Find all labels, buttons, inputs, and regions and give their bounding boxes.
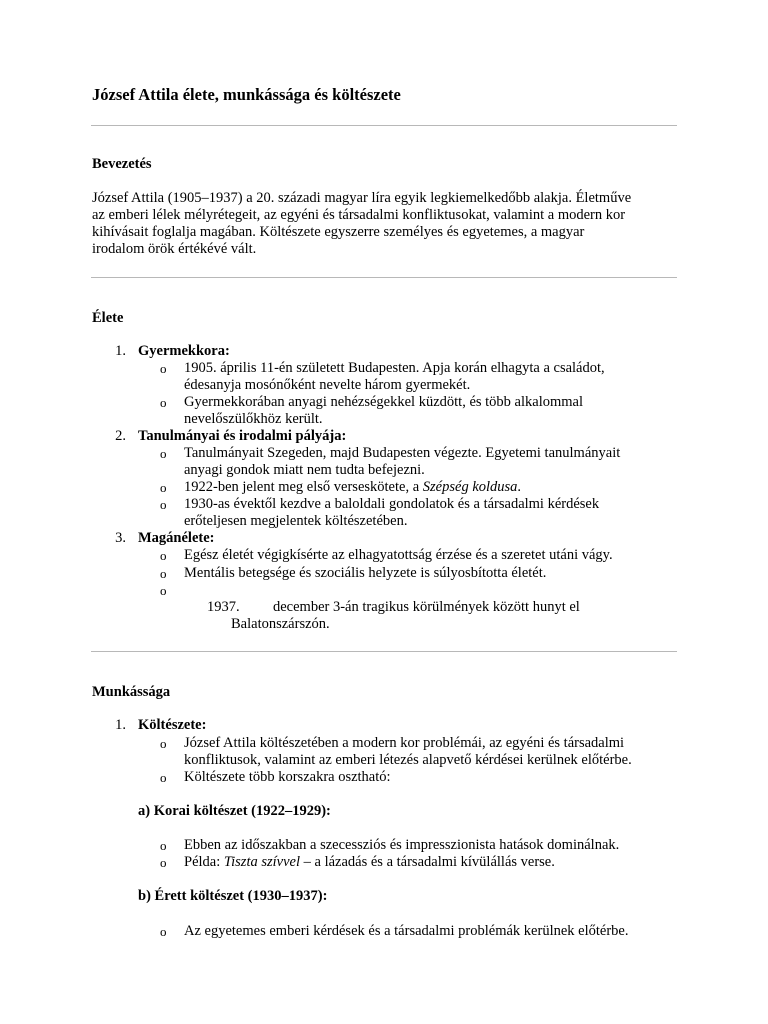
bullet-text [184, 360, 684, 394]
bullet-text-part: . [517, 479, 522, 495]
intro-line: József Attila (1905–1937) a 20. századi magyar líra egyik legkiemelkedőbb alakja. Életműve [92, 190, 632, 206]
bullet-text: Mentális betegsége és szociális helyzete is súlyosbította életét. [184, 565, 547, 581]
list-item-label: Gyermekkora: [138, 343, 230, 359]
nested-text: Balatonszárszón. [231, 616, 330, 632]
bullet-marker: o [160, 480, 167, 495]
divider [91, 651, 677, 652]
bullet-text [184, 854, 684, 871]
bullet-marker: o [160, 497, 167, 512]
bullet-text: Egész életét végigkísérte az elhagyatottság érzése és a szeretet utáni vágy. [184, 547, 613, 563]
bullet-text [184, 496, 684, 530]
bullet-marker: o [160, 924, 167, 939]
list-number: 3. [115, 530, 126, 546]
bullet-marker: o [160, 566, 167, 581]
bullet-text-part: Példa: [184, 854, 224, 870]
bullet-line: Tanulmányait Szegeden, majd Budapesten végezte. Egyetemi tanulmányait [184, 445, 621, 461]
document-title: József Attila élete, munkássága és költészete [92, 85, 401, 104]
bullet-line: erőteljesen megjelentek költészetében. [184, 513, 408, 529]
list-item-label: Tanulmányai és irodalmi pályája: [138, 428, 347, 444]
bullet-line: anyagi gondok miatt nem tudta befejezni. [184, 462, 425, 478]
poem-title: Tiszta szívvel [223, 854, 301, 870]
divider [91, 125, 677, 126]
subsection-heading-mature: b) Érett költészet (1930–1937): [138, 888, 328, 904]
list-number: 2. [115, 428, 126, 444]
bullet-line: édesanyja mosónőként nevelte három gyermekét. [184, 377, 471, 393]
divider [91, 277, 677, 278]
bullet-marker: o [160, 548, 167, 563]
bullet-marker: o [160, 583, 167, 598]
bullet-marker: o [160, 736, 167, 751]
bullet-marker: o [160, 361, 167, 376]
section-heading-life: Élete [92, 310, 124, 326]
bullet-text: Az egyetemes emberi kérdések és a társadalmi problémák kerülnek előtérbe. [184, 923, 629, 939]
bullet-text [184, 735, 684, 769]
bullet-marker: o [160, 770, 167, 785]
bullet-line: József Attila költészetében a modern kor problémái, az egyéni és társadalmi [184, 735, 625, 751]
bullet-text: Ebben az időszakban a szecessziós és impresszionista hatások dominálnak. [184, 837, 620, 853]
bullet-marker: o [160, 446, 167, 461]
list-number: 1. [115, 343, 126, 359]
intro-line: kihívásait foglalja magában. Költészete egyszerre személyes és egyetemes, a magyar [92, 224, 585, 240]
bullet-line: Gyermekkorában anyagi nehézségekkel küzdött, és több alkalommal [184, 394, 584, 410]
subsection-heading-early: a) Korai költészet (1922–1929): [138, 803, 331, 819]
bullet-marker: o [160, 838, 167, 853]
list-item-label: Költészete: [138, 717, 207, 733]
intro-line: az emberi lélek mélyrétegeit, az egyéni és társadalmi konfliktusokat, valamint a modern kor [92, 207, 626, 223]
bullet-text-part: – a lázadás és a társadalmi kívülállás verse. [300, 854, 555, 870]
book-title: Szépség koldusa [422, 479, 518, 495]
bullet-line: nevelőszülőkhöz került. [184, 411, 323, 427]
nested-number: 1937. [207, 599, 240, 615]
section-heading-work: Munkássága [92, 684, 171, 700]
bullet-line: konfliktusok, valamint az emberi létezés alapvető kérdései kerülnek előtérbe. [184, 752, 632, 768]
bullet-text: Költészete több korszakra osztható: [184, 769, 391, 785]
bullet-text [184, 394, 684, 428]
section-heading-intro: Bevezetés [92, 156, 152, 172]
bullet-line: 1930-as évektől kezdve a baloldali gondolatok és a társadalmi kérdések [184, 496, 600, 512]
bullet-text [184, 445, 684, 479]
nested-text: december 3-án tragikus körülmények között hunyt el [273, 599, 580, 615]
bullet-marker: o [160, 395, 167, 410]
intro-line: irodalom örök értékévé vált. [92, 241, 257, 257]
list-number: 1. [115, 717, 126, 733]
intro-paragraph [92, 190, 682, 258]
bullet-text [184, 479, 684, 496]
bullet-marker: o [160, 855, 167, 870]
bullet-text-part: 1922-ben jelent meg első verseskötete, a [184, 479, 423, 495]
bullet-line: 1905. április 11-én született Budapesten. Apja korán elhagyta a családot, [184, 360, 605, 376]
list-item-label: Magánélete: [138, 530, 215, 546]
